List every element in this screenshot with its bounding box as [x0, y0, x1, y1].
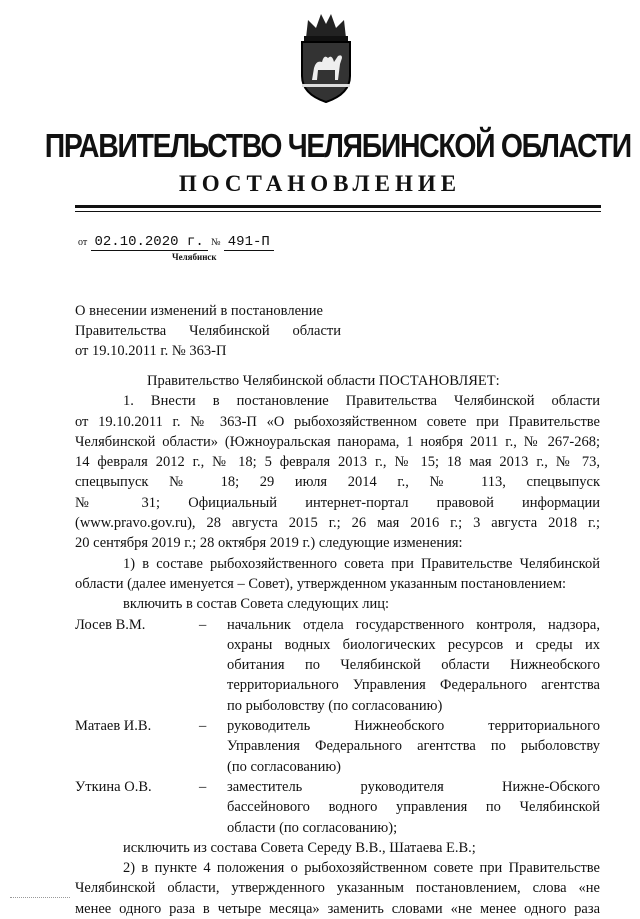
member-entry — [75, 777, 600, 838]
text-line: от 19.10.2011 г. № 363-П «О рыбохозяйственном совете при Правительстве — [75, 413, 600, 430]
member-name: Уткина О.В. — [75, 778, 152, 795]
exclude-line: исключить из состава Совета Середу В.В., Шатаева Е.В.; — [123, 839, 476, 856]
subitem-2: 2) в пункте 4 положения о рыбохозяйственном совете при Правительстве — [123, 860, 600, 877]
preamble: Правительство Челябинской области ПОСТАНОВЛЯЕТ: — [147, 373, 500, 389]
text-line: Челябинской области» (Южноуральская панорама, 1 ноября 2011 г., № 267-268; — [75, 433, 600, 450]
member-entry — [75, 615, 600, 716]
document-number: 491-П — [224, 234, 274, 251]
subject-line: О внесении изменений в постановление — [75, 303, 323, 319]
member-name: Матаев И.В. — [75, 718, 152, 735]
dash: – — [199, 718, 207, 735]
subject-line: от 19.10.2011 г. № 363-П — [75, 343, 227, 359]
header-rule-thick — [75, 205, 601, 208]
member-entry — [75, 716, 600, 777]
document-date: 02.10.2020 г. — [91, 234, 208, 251]
text-line: (www.pravo.gov.ru), 28 августа 2015 г.; 26 мая 2016 г.; 3 августа 2018 г.; — [75, 515, 600, 532]
dash: – — [199, 616, 207, 633]
text-line: спецвыпуск № 18; 29 июля 2014 г., № 113, спецвыпуск — [75, 474, 600, 491]
document-body — [75, 371, 600, 919]
member-role: начальник отдела государственного контроля, надзора, охраны водных биологических ресурсов и среды их обитания по Челябинской области Нижнеобского территориального Управления Федерального агентства по рыболовству (по согласованию) — [227, 616, 600, 714]
paragraph-1 — [75, 391, 600, 553]
footer-mark — [10, 897, 70, 898]
subitem-1: 1) в составе рыбохозяйственного совета при Правительстве Челябинской — [123, 555, 600, 572]
document-type: ПОСТАНОВЛЕНИЕ — [178, 171, 462, 196]
member-name: Лосев В.М. — [75, 616, 146, 633]
city-label: Челябинск — [172, 252, 217, 262]
subitem-2-cont: менее одного раза в четыре месяца» заменить словами «не менее одного раза — [75, 900, 600, 917]
include-line: включить в состав Совета следующих лиц: — [123, 596, 390, 613]
subitem-2-cont: Челябинской области, утвержденного указанным постановлением, слова «не — [75, 880, 600, 897]
subject-line: Правительства Челябинской области — [75, 323, 341, 339]
dash: – — [199, 778, 207, 795]
member-role: заместитель руководителя Нижне-Обского бассейнового водного управления по Челябинской области (по согласованию); — [227, 778, 600, 836]
document-subject — [75, 301, 341, 361]
number-prefix: № — [210, 237, 221, 248]
text-line: 14 февраля 2012 г., № 18; 5 февраля 2013 г., № 15; 18 мая 2013 г., № 73, — [75, 454, 600, 471]
government-title: ПРАВИТЕЛЬСТВО ЧЕЛЯБИНСКОЙ ОБЛАСТИ — [44, 127, 631, 164]
subitem-1-cont: области (далее именуется – Совет), утвержденном указанным постановлением: — [75, 575, 567, 592]
chelyabinsk-coat-of-arms-icon — [292, 10, 360, 106]
text-line: 20 сентября 2019 г.; 28 октября 2019 г.) следующие изменения: — [75, 535, 463, 552]
member-role: руководитель Нижнеобского территориального Управления Федерального агентства по рыболовству (по согласованию) — [227, 718, 600, 775]
date-number-line — [78, 233, 274, 251]
text-line: № 31; Официальный интернет-портал правовой информации — [75, 494, 600, 511]
date-prefix: от — [78, 237, 88, 248]
text-line: 1. Внести в постановление Правительства Челябинской области — [123, 393, 600, 410]
header-rule-thin — [75, 211, 601, 212]
